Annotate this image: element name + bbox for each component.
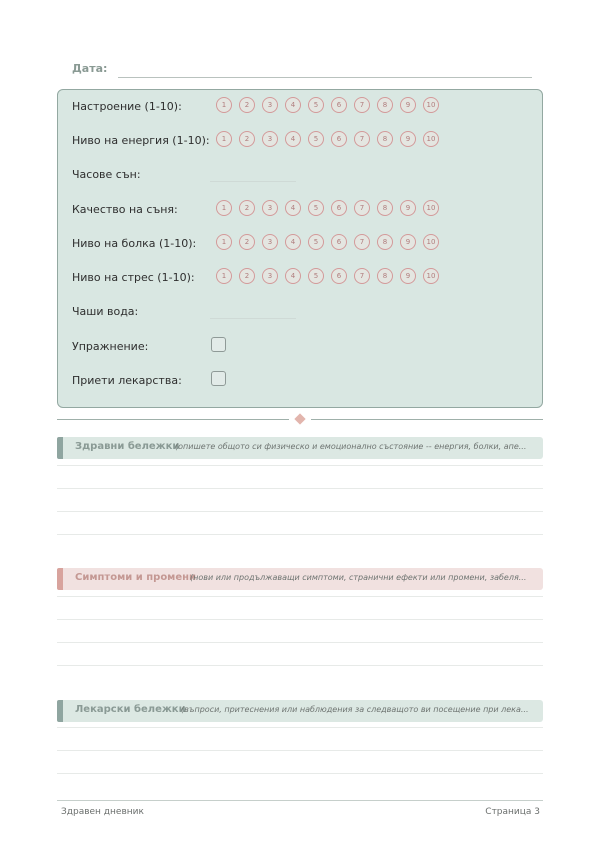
page-number: Страница 3: [485, 807, 540, 817]
rating-option-10[interactable]: 10: [423, 268, 439, 284]
rating-option-1[interactable]: 1: [216, 131, 232, 147]
sleep-hours-field[interactable]: [210, 181, 296, 182]
sleep-hours-row: [72, 165, 532, 185]
rating-option-9[interactable]: 9: [400, 97, 416, 113]
date-input-line[interactable]: [118, 77, 532, 78]
diamond-ornament-icon: [294, 413, 305, 424]
section-hint: (нови или продължаващи симптоми, странични ефекти или промени, забеля...: [190, 573, 527, 582]
rating-option-8[interactable]: 8: [377, 97, 393, 113]
rating-option-3[interactable]: 3: [262, 268, 278, 284]
rating-option-2[interactable]: 2: [239, 97, 255, 113]
medication-row: [72, 371, 532, 391]
symptoms-header: [57, 568, 543, 590]
rating-option-5[interactable]: 5: [308, 97, 324, 113]
row-label: Упражнение:: [72, 340, 149, 353]
rating-option-3[interactable]: 3: [262, 200, 278, 216]
rating-option-8[interactable]: 8: [377, 268, 393, 284]
water-row: [72, 302, 532, 322]
divider-line-right: [311, 419, 543, 420]
rating-option-3[interactable]: 3: [262, 97, 278, 113]
rating-option-9[interactable]: 9: [400, 200, 416, 216]
writing-line[interactable]: [57, 596, 543, 597]
section-title: Симптоми и промени: [75, 572, 197, 583]
rating-option-4[interactable]: 4: [285, 131, 301, 147]
rating-option-7[interactable]: 7: [354, 200, 370, 216]
energy-row: [72, 131, 532, 151]
writing-line[interactable]: [57, 727, 543, 728]
rating-option-10[interactable]: 10: [423, 200, 439, 216]
accent-bar: [57, 568, 63, 590]
rating-option-9[interactable]: 9: [400, 234, 416, 250]
row-label: Настроение (1-10):: [72, 100, 182, 113]
rating-option-6[interactable]: 6: [331, 131, 347, 147]
writing-line[interactable]: [57, 488, 543, 489]
rating-option-6[interactable]: 6: [331, 268, 347, 284]
rating-option-2[interactable]: 2: [239, 268, 255, 284]
rating-option-4[interactable]: 4: [285, 97, 301, 113]
rating-option-6[interactable]: 6: [331, 97, 347, 113]
rating-option-8[interactable]: 8: [377, 234, 393, 250]
writing-line[interactable]: [57, 750, 543, 751]
stress-row: [72, 268, 532, 288]
rating-option-3[interactable]: 3: [262, 234, 278, 250]
section-hint: (опишете общото си физическо и емоционално състояние -- енергия, болки, апе...: [175, 442, 527, 451]
rating-option-4[interactable]: 4: [285, 234, 301, 250]
section-title: Здравни бележки: [75, 441, 180, 452]
rating-option-6[interactable]: 6: [331, 234, 347, 250]
rating-option-10[interactable]: 10: [423, 234, 439, 250]
writing-line[interactable]: [57, 511, 543, 512]
writing-line[interactable]: [57, 773, 543, 774]
row-label: Ниво на болка (1-10):: [72, 237, 197, 250]
exercise-row: [72, 337, 532, 357]
writing-line[interactable]: [57, 665, 543, 666]
rating-option-7[interactable]: 7: [354, 97, 370, 113]
rating-option-10[interactable]: 10: [423, 97, 439, 113]
rating-option-10[interactable]: 10: [423, 131, 439, 147]
date-row: [72, 62, 532, 80]
accent-bar: [57, 437, 63, 459]
rating-option-5[interactable]: 5: [308, 234, 324, 250]
footer-title: Здравен дневник: [61, 807, 144, 817]
daily-tracker-panel: [57, 89, 543, 408]
rating-option-2[interactable]: 2: [239, 131, 255, 147]
row-label: Качество на съня:: [72, 203, 178, 216]
divider-line-left: [57, 419, 289, 420]
row-label: Чаши вода:: [72, 305, 139, 318]
section-hint: (въпроси, притеснения или наблюдения за следващото ви посещение при лека...: [181, 705, 529, 714]
rating-option-2[interactable]: 2: [239, 200, 255, 216]
pain-row: [72, 234, 532, 254]
footer-divider: [57, 800, 543, 801]
rating-option-7[interactable]: 7: [354, 268, 370, 284]
section-title: Лекарски бележки: [75, 704, 186, 715]
rating-option-4[interactable]: 4: [285, 200, 301, 216]
rating-option-5[interactable]: 5: [308, 131, 324, 147]
writing-line[interactable]: [57, 619, 543, 620]
writing-line[interactable]: [57, 642, 543, 643]
rating-option-9[interactable]: 9: [400, 268, 416, 284]
health-notes-header: [57, 437, 543, 459]
row-label: Приети лекарства:: [72, 374, 182, 387]
rating-option-7[interactable]: 7: [354, 131, 370, 147]
rating-option-1[interactable]: 1: [216, 97, 232, 113]
rating-option-6[interactable]: 6: [331, 200, 347, 216]
exercise-checkbox[interactable]: [211, 337, 226, 352]
row-label: Ниво на енергия (1-10):: [72, 134, 210, 147]
rating-option-9[interactable]: 9: [400, 131, 416, 147]
date-label: Дата:: [72, 62, 108, 75]
rating-option-2[interactable]: 2: [239, 234, 255, 250]
section-divider: [57, 419, 543, 420]
rating-option-1[interactable]: 1: [216, 200, 232, 216]
rating-option-3[interactable]: 3: [262, 131, 278, 147]
rating-option-8[interactable]: 8: [377, 131, 393, 147]
water-cups-field[interactable]: [210, 318, 296, 319]
rating-option-1[interactable]: 1: [216, 234, 232, 250]
medication-checkbox[interactable]: [211, 371, 226, 386]
sleep-quality-row: [72, 200, 532, 220]
rating-option-8[interactable]: 8: [377, 200, 393, 216]
rating-option-4[interactable]: 4: [285, 268, 301, 284]
writing-line[interactable]: [57, 534, 543, 535]
rating-option-5[interactable]: 5: [308, 268, 324, 284]
row-label: Часове сън:: [72, 168, 141, 181]
doctor-notes-header: [57, 700, 543, 722]
rating-option-5[interactable]: 5: [308, 200, 324, 216]
accent-bar: [57, 700, 63, 722]
rating-option-1[interactable]: 1: [216, 268, 232, 284]
row-label: Ниво на стрес (1-10):: [72, 271, 195, 284]
mood-row: [72, 97, 532, 117]
writing-line[interactable]: [57, 465, 543, 466]
rating-option-7[interactable]: 7: [354, 234, 370, 250]
